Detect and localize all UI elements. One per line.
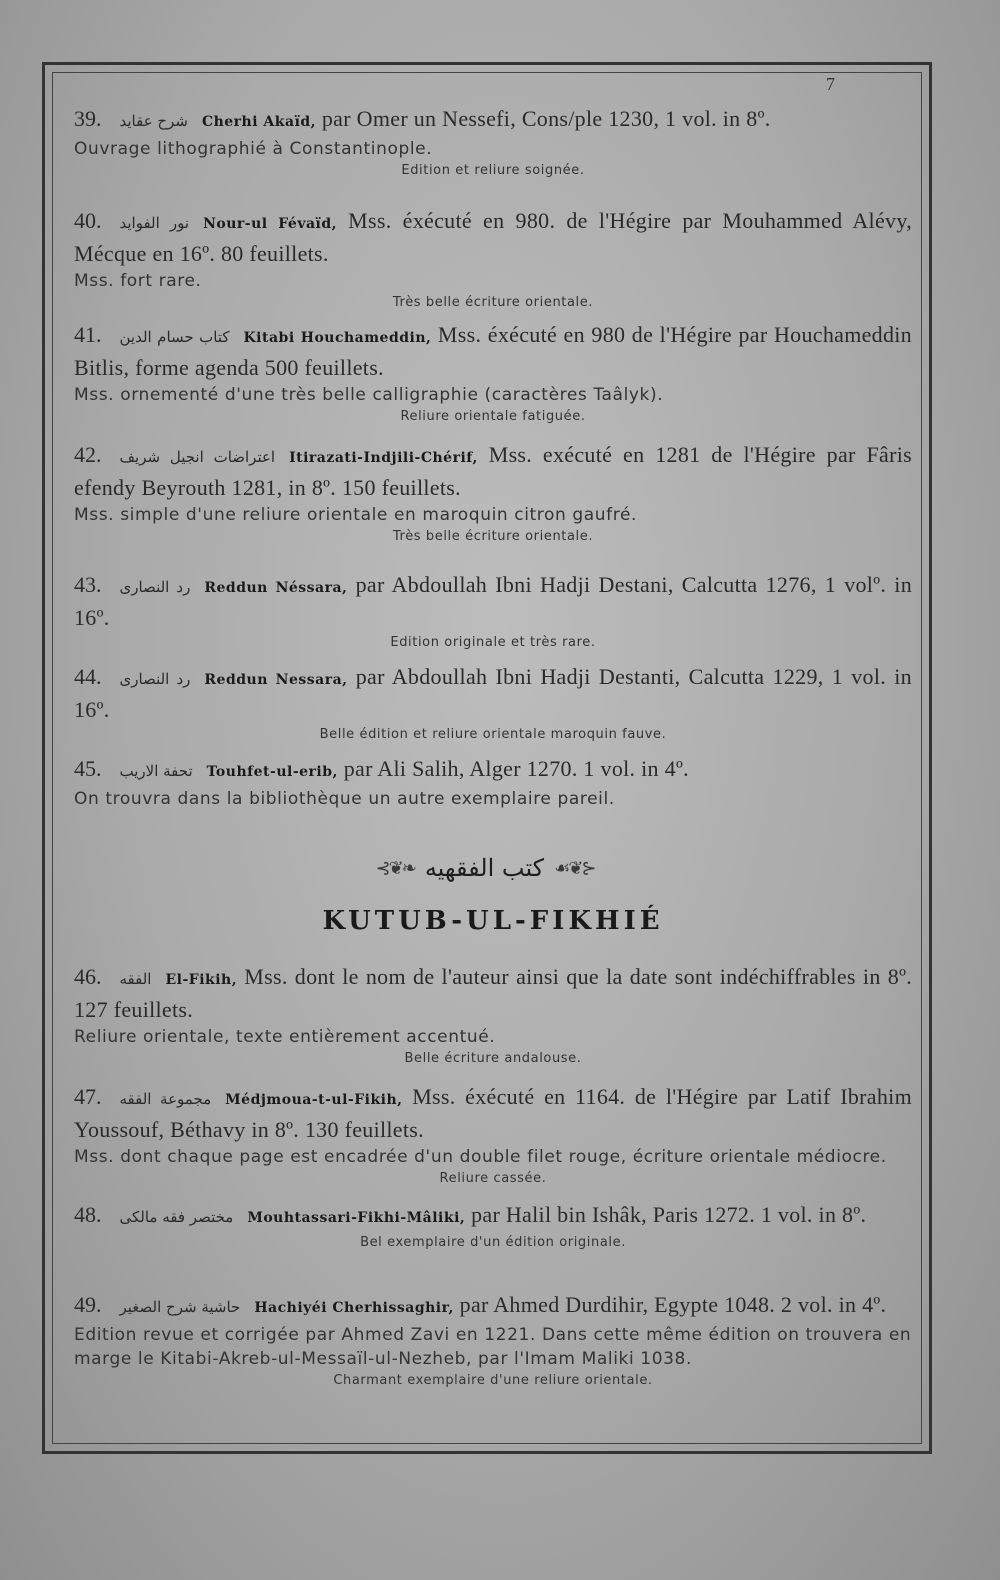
catalogue-entry-41 [74, 320, 912, 427]
arabic-title: تحفة الاريب [119, 762, 193, 780]
entry-number: 42. [74, 442, 102, 467]
entry-description: Mss. dont le nom de l'auteur ainsi que la date sont indéchiffrables in 8º. 127 feuillets. [74, 964, 912, 1022]
catalogue-entry-42 [74, 440, 912, 547]
entry-number: 47. [74, 1084, 102, 1109]
entry-number: 40. [74, 208, 102, 233]
entry-note: Mss. dont chaque page est encadrée d'un double filet rouge, écriture orientale médiocre. [74, 1147, 887, 1167]
entry-number: 43. [74, 572, 102, 597]
entry-title: Médjmoua-t-ul-Fikih, [225, 1092, 403, 1108]
entry-description: Mss. éxécuté en 980. de l'Hégire par Mouhammed Alévy, Mécque en 16º. 80 feuillets. [74, 208, 912, 266]
arabic-title: رد النصارى [119, 578, 191, 596]
entry-number: 46. [74, 964, 102, 989]
arabic-title: اعتراضات انجيل شريف [119, 448, 276, 466]
entry-number: 41. [74, 322, 102, 347]
entry-heading [74, 320, 912, 383]
entry-number: 39. [74, 106, 102, 131]
catalogue-entry-47 [74, 1082, 912, 1189]
entry-heading [74, 440, 912, 503]
entry-remark: Reliure cassée. [439, 1171, 547, 1186]
entry-heading [74, 754, 912, 787]
catalogue-entry-40 [74, 206, 912, 313]
arabic-title: مختصر فقه مالكى [119, 1208, 234, 1226]
entry-note: On trouvra dans la bibliothèque un autre exemplaire pareil. [74, 789, 615, 809]
entry-remark: Belle édition et reliure orientale maroquin fauve. [319, 727, 667, 742]
entry-heading [74, 206, 912, 269]
entry-title: Reddun Néssara, [204, 580, 348, 596]
catalogue-entry-45 [74, 754, 912, 811]
entry-description: par Abdoullah Ibni Hadji Destanti, Calcutta 1229, 1 vol. in 16º. [74, 664, 912, 722]
entry-note: Mss. fort rare. [74, 271, 202, 291]
entry-title: Nour-ul Févaïd, [203, 216, 338, 232]
entry-remark: Très belle écriture orientale. [392, 529, 594, 544]
entry-note: Reliure orientale, texte entièrement accentué. [74, 1027, 496, 1047]
arabic-title: مجموعة الفقه [119, 1090, 212, 1108]
section-title: KUTUB-UL-FIKHIÉ [322, 906, 664, 936]
entry-description: par Halil bin Ishâk, Paris 1272. 1 vol. in 8º. [471, 1202, 867, 1227]
entry-description: Mss. éxécuté en 1164. de l'Hégire par Latif Ibrahim Youssouf, Béthavy in 8º. 130 feuillets. [74, 1084, 912, 1142]
entry-description: par Ahmed Durdihir, Egypte 1048. 2 vol. in 4º. [459, 1292, 887, 1317]
entry-note: Mss. simple d'une reliure orientale en maroquin citron gaufré. [74, 505, 638, 525]
entry-title: Touhfet-ul-erib, [206, 764, 338, 780]
ornament-arabic-title: كتب الفقهيه [424, 854, 545, 882]
entry-heading [74, 104, 912, 137]
entry-remark: Très belle écriture orientale. [392, 295, 594, 310]
entry-heading [74, 662, 912, 725]
arabic-title: شرح عقايد [119, 112, 188, 130]
entry-note: Edition revue et corrigée par Ahmed Zavi en 1221. Dans cette même édition on trouvera en marge le Kitabi-Akreb-ul-Messaïl-ul-Nezheb, par l'Imam Maliki 1038. [74, 1325, 912, 1369]
entry-remark: Reliure orientale fatiguée. [400, 409, 586, 424]
entry-heading [74, 570, 912, 633]
arabic-title: نور الفوايد [119, 214, 190, 232]
entry-description: Mss. éxécuté en 980 de l'Hégire par Houchameddin Bitlis, forme agenda 500 feuillets. [74, 322, 912, 380]
catalogue-entry-39 [74, 104, 912, 181]
entry-remark: Belle écriture andalouse. [404, 1051, 582, 1066]
entry-description: par Omer un Nessefi, Cons/ple 1230, 1 vol. in 8º. [321, 106, 771, 131]
arabic-title: رد النصارى [119, 670, 191, 688]
entry-title: Kitabi Houchameddin, [243, 330, 432, 346]
arabic-title: الفقه [119, 970, 152, 988]
entry-heading [74, 1082, 912, 1145]
entry-note: Mss. ornementé d'une très belle calligraphie (caractères Taâlyk). [74, 385, 664, 405]
catalogue-entry-43 [74, 570, 912, 653]
arabic-title: كتاب حسام الدين [119, 328, 230, 346]
entry-description: par Ali Salih, Alger 1270. 1 vol. in 4º. [343, 756, 689, 781]
entry-number: 45. [74, 756, 102, 781]
entry-remark: Bel exemplaire d'un édition originale. [360, 1235, 626, 1250]
entry-number: 49. [74, 1292, 102, 1317]
section-ornament [360, 846, 610, 890]
arabic-title: حاشية شرح الصغير [119, 1298, 241, 1316]
catalogue-entry-48 [74, 1200, 912, 1253]
catalogue-entry-46 [74, 962, 912, 1069]
catalogue-entry-44 [74, 662, 912, 745]
entry-remark: Edition et reliure soignée. [401, 163, 585, 178]
entry-heading [74, 1290, 912, 1323]
entry-title: Cherhi Akaïd, [201, 114, 317, 130]
entry-remark: Edition originale et très rare. [390, 635, 596, 650]
entry-remark: Charmant exemplaire d'une reliure orientale. [333, 1373, 653, 1388]
entry-heading [74, 962, 912, 1025]
catalogue-entry-49 [74, 1290, 912, 1391]
entry-number: 48. [74, 1202, 102, 1227]
page-number: 7 [826, 74, 835, 94]
entry-title: Itirazati-Indjili-Chérif, [289, 450, 478, 466]
entry-title: Reddun Nessara, [204, 672, 348, 688]
ornament-flourish-left-icon: ⊰❦❧ [375, 857, 415, 879]
entry-title: Mouhtassari-Fikhi-Mâliki, [247, 1210, 466, 1226]
entry-title: Hachiyéi Cherhissaghir, [254, 1300, 454, 1316]
entry-note: Ouvrage lithographié à Constantinople. [74, 139, 433, 159]
entry-heading [74, 1200, 912, 1233]
entry-number: 44. [74, 664, 102, 689]
ornament-flourish-right-icon: ☙❦⊱ [554, 857, 595, 879]
entry-description: Mss. exécuté en 1281 de l'Hégire par Fâris efendy Beyrouth 1281, in 8º. 150 feuillets. [74, 442, 912, 500]
entry-title: El-Fikih, [165, 972, 238, 988]
entry-description: par Abdoullah Ibni Hadji Destani, Calcutta 1276, 1 volº. in 16º. [74, 572, 912, 630]
